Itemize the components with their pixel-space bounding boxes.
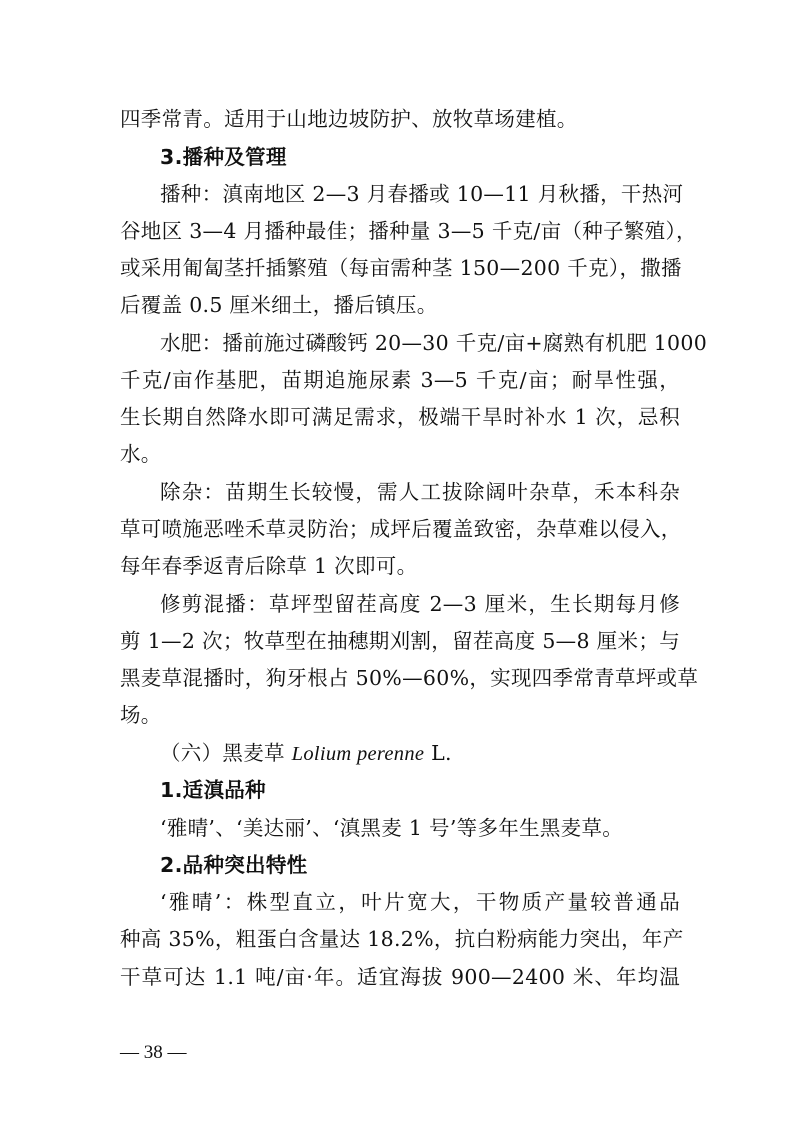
paragraph-line: 修剪混播：草坪型留茬高度 2—3 厘米，生长期每月修	[160, 592, 680, 616]
paragraph-line: 四季常青。适用于山地边坡防护、放牧草场建植。	[120, 107, 578, 131]
paragraph-line: 生长期自然降水即可满足需求，极端干旱时补水 1 次，忌积	[120, 405, 680, 429]
paragraph-line: 每年春季返青后除草 1 次即可。	[120, 554, 418, 578]
paragraph-line: 场。	[120, 703, 162, 727]
page-number: — 38 —	[120, 1042, 187, 1063]
section-heading: 3.播种及管理	[160, 145, 287, 169]
latin-species-name: Lolium perenne	[291, 743, 425, 765]
section-title-prefix: （六）黑麦草	[160, 741, 292, 765]
paragraph-line: 水。	[120, 442, 162, 466]
section-heading: 1.适滇品种	[160, 778, 266, 802]
paragraph-line: 谷地区 3—4 月播种最佳；播种量 3—5 千克/亩（种子繁殖），	[120, 219, 697, 243]
section-title-suffix: L.	[424, 741, 452, 765]
section-title	[160, 738, 680, 768]
paragraph-line: 草可喷施恶唑禾草灵防治；成坪后覆盖致密，杂草难以侵入，	[120, 517, 682, 541]
paragraph-line: 水肥：播前施过磷酸钙 20—30 千克/亩+腐熟有机肥 1000	[160, 331, 708, 355]
paragraph-line: 种高 35%，粗蛋白含量达 18.2%，抗白粉病能力突出，年产	[120, 927, 684, 951]
paragraph-line: 千克/亩作基肥，苗期追施尿素 3—5 千克/亩；耐旱性强，	[120, 368, 680, 392]
paragraph-line: 黑麦草混播时，狗牙根占 50%—60%，实现四季常青草坪或草	[120, 666, 699, 690]
paragraph-line: 干草可达 1.1 吨/亩·年。适宜海拔 900—2400 米、年均温	[120, 965, 680, 989]
paragraph-line: 后覆盖 0.5 厘米细土，播后镇压。	[120, 293, 438, 317]
paragraph-line: 除杂：苗期生长较慢，需人工拔除阔叶杂草，禾本科杂	[160, 480, 680, 504]
paragraph-line: ‘雅晴’、‘美达丽’、‘滇黑麦 1 号’等多年生黑麦草。	[160, 816, 624, 840]
section-heading: 2.品种突出特性	[160, 853, 308, 877]
paragraph-line: 或采用匍匐茎扦插繁殖（每亩需种茎 150—200 千克），撒播	[120, 256, 682, 280]
paragraph-line: ‘雅晴’：株型直立，叶片宽大，干物质产量较普通品	[160, 890, 680, 914]
paragraph-line: 播种：滇南地区 2—3 月春播或 10—11 月秋播，干热河	[160, 182, 684, 206]
paragraph-line: 剪 1—2 次；牧草型在抽穗期刈割，留茬高度 5—8 厘米；与	[120, 629, 680, 653]
